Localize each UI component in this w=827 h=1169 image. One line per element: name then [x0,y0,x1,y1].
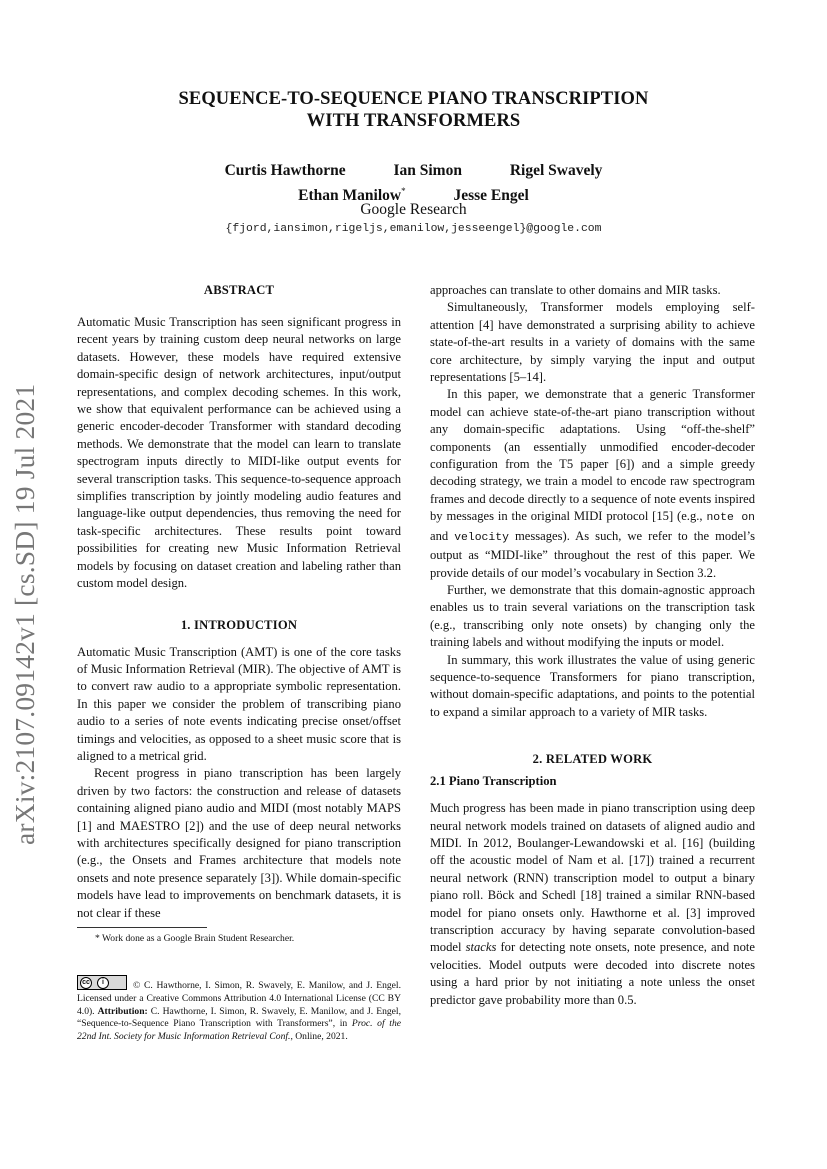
attribution-label: Attribution: [97,1005,148,1017]
author-name: Jesse Engel [453,187,529,205]
abstract-heading: ABSTRACT [203,283,275,297]
footnote: * Work done as a Google Brain Student Researcher. [95,933,295,944]
intro-heading: 1. INTRODUCTION [180,617,298,632]
left-column [77,283,401,922]
related-paragraph-1: Much progress has been made in piano transcription using deep neural network models trained on datasets of aligned audio and MIDI. In 2012, Boulanger-Lewandowski et al. [16] (building off the acoustic model of Nam et al. [17]) trained a recurrent neural network (RNN) transcription model to output a binary piano roll. Böck and Schedl [18] trained a similar RNN-based model for piano onsets only. Hawthorne et al. [3] improved transcription accuracy by having separate convolution-based model stacks for detecting note onsets, note presence, and note velocities. Model outputs were decoded into discrete notes using a hard prior by not initiating a note unless the onset predictor gave probability more than 0.5. [430,801,755,1007]
affiliation: Google Research [360,201,467,218]
code-velocity: velocity [454,531,509,544]
code-note-on: note on [706,512,755,525]
author-name: Rigel Swavely [509,162,603,179]
author-name: Ian Simon [393,162,462,179]
arxiv-stamp: arXiv:2107.09142v1 [cs.SD] 19 Jul 2021 [9,383,40,845]
venue-suffix: , Online, 2021. [290,1031,348,1043]
intro-paragraph-2-continued: approaches can translate to other domains and MIR tasks. [430,283,721,297]
cc-by-icon: cc i [77,975,127,990]
intro-paragraph-4: In this paper, we demonstrate that a generic Transformer model can achieve state-of-the-art piano transcription without any domain-specific adaptations. Using “off-the-shelf” components (an essentially unmodified encoder-decoder configuration from the T5 paper [6]) and a simple greedy decoding strategy, we train a model to encode raw spectrogram frames and decode directly to a sequence of note events inspired by messages in the original MIDI protocol [15] (e.g., note on and velocity messages). As such, we refer to the model’s output as “MIDI-like” throughout the rest of this paper. We provide details of our model’s vocabulary in Section 3.2. [430,387,756,580]
title-line-1: SEQUENCE-TO-SEQUENCE PIANO TRANSCRIPTION [178,89,649,109]
footnote-rule [77,927,207,928]
related-work-heading: 2. RELATED WORK [532,752,653,767]
right-column [430,282,755,1009]
license-block [77,975,401,1044]
author-footnote-mark: * [401,186,406,196]
venue-name: Proc. of the 22nd Int. Society for Music Information Retrieval Conf. [77,1018,401,1043]
author-name: Curtis Hawthorne [224,162,346,179]
intro-paragraph-3: Simultaneously, Transformer models employing self-attention [4] have demonstrated a surprising ability to achieve state-of-the-art results in a variety of domains with the same core architecture, by simply varying the input and output representations [5–14]. [430,300,755,385]
license-text: © C. Hawthorne, I. Simon, R. Swavely, E. Manilow, and J. Engel. Licensed under a Creative Commons Attribution 4.0 International License (CC BY 4.0). [77,980,401,1017]
abstract-text: Automatic Music Transcription has seen significant progress in recent years by training custom deep neural networks on large datasets. However, these models have required extensive domain-specific design of network architectures, input/output representations, and complex decoding schemes. In this work, we show that equivalent performance can be achieved using a generic encoder-decoder Transformer with standard decoding methods. We demonstrate that the model can learn to translate spectrogram inputs directly to MIDI-like output events for several transcription tasks. This sequence-to-sequence approach simplifies transcription by jointly modeling audio features and language-like output dependencies, thus removing the need for task-specific architectures. These results point toward possibilities for creating new Music Information Retrieval models by focusing on dataset creation and labeling rather than custom model design. [77,315,401,591]
emphasis-stacks: stacks [465,940,497,955]
intro-paragraph-6: In summary, this work illustrates the value of using generic sequence-to-sequence Transformers for piano transcription, without domain-specific adaptations, and points to the potential to expand a similar approach to a variety of MIR tasks. [430,652,755,719]
intro-paragraph-5: Further, we demonstrate that this domain-agnostic approach enables us to train several variations on the transcription task (e.g., transcribing only note onsets) by changing only the training labels and without modifying the inputs or model. [430,582,755,650]
attribution-text: C. Hawthorne, I. Simon, R. Swavely, E. Manilow, and J. Engel, “Sequence-to-Sequence Piano Transcription with Transformers”, in [77,1005,401,1030]
title-line-2: WITH TRANSFORMERS [306,111,521,131]
intro-paragraph-1: Automatic Music Transcription (AMT) is one of the core tasks of Music Information Retrieval (MIR). The objective of AMT is to convert raw audio to a appropriate symbolic representation. In this paper we consider the problem of transcribing piano audio to a series of note events indicating precise onset/offset timings and velocities, as opposed to a sheet music score that is aligned to a metrical grid. [77,644,401,763]
author-name: Ethan Manilow [298,187,402,205]
piano-transcription-subheading: 2.1 Piano Transcription [430,774,557,789]
author-list [0,161,827,206]
author-row-1 [0,161,827,181]
author-emails: {fjord,iansimon,rigeljs,emanilow,jesseengel}@google.com [225,223,602,235]
intro-paragraph-2: Recent progress in piano transcription has been largely driven by two factors: the construction and release of datasets containing aligned piano audio and MIDI (most notably MAPS [1] and MAESTRO [2]) and the use of deep neural networks with architectures specifically designed for piano transcription (e.g., the Onsets and Frames architecture that models note onsets and note presence separately [3]). While domain-specific models have lead to improvements on benchmark datasets, it is not clear if these [77,766,401,920]
paper-title [0,88,827,132]
